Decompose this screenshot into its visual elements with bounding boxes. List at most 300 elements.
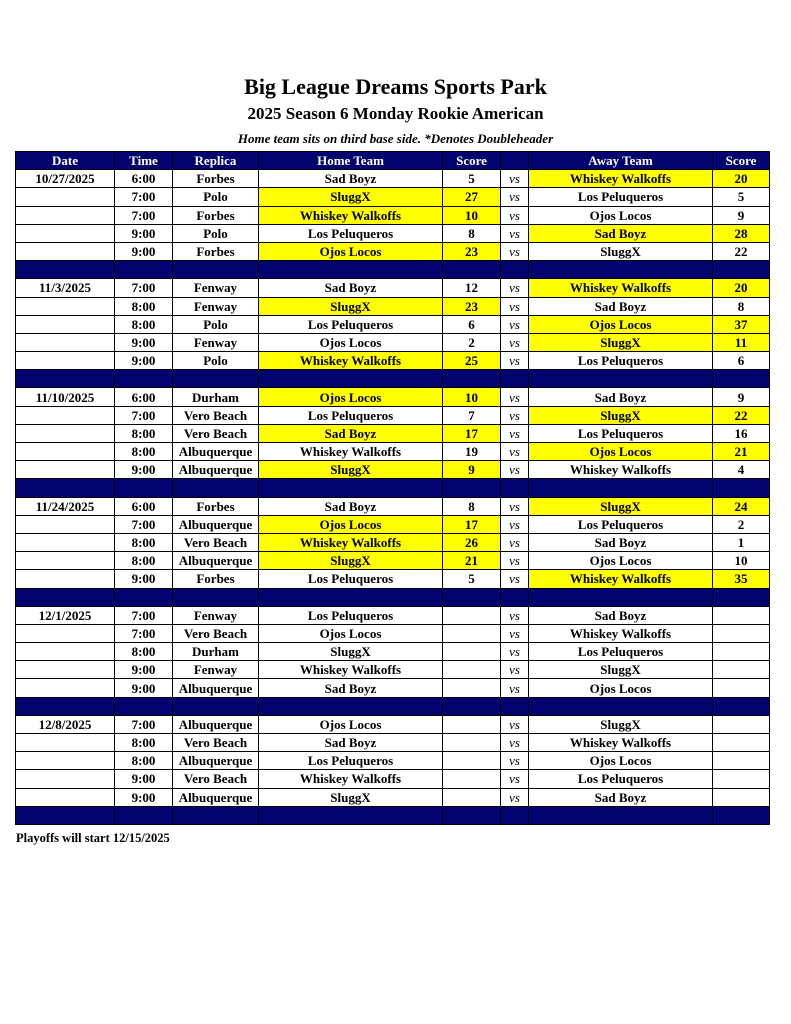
- cell-date: [16, 461, 115, 479]
- column-header-date: Date: [16, 152, 115, 170]
- cell-replica: Forbes: [173, 206, 259, 224]
- cell-date: [16, 643, 115, 661]
- cell-replica: Durham: [173, 388, 259, 406]
- cell-home-team: Whiskey Walkoffs: [259, 352, 443, 370]
- week-separator: [16, 479, 770, 497]
- cell-away-score: 20: [713, 279, 770, 297]
- cell-home-score: 8: [443, 497, 501, 515]
- separator-cell: [713, 479, 770, 497]
- separator-cell: [529, 261, 713, 279]
- separator-cell: [529, 806, 713, 824]
- cell-date: [16, 752, 115, 770]
- cell-vs: vs: [501, 515, 529, 533]
- cell-time: 8:00: [115, 752, 173, 770]
- cell-home-team: SluggX: [259, 188, 443, 206]
- separator-cell: [173, 697, 259, 715]
- game-row: [16, 661, 770, 679]
- week-separator: [16, 697, 770, 715]
- page-subtitle: 2025 Season 6 Monday Rookie American: [247, 104, 544, 123]
- cell-home-score: 9: [443, 461, 501, 479]
- game-row: [16, 461, 770, 479]
- cell-vs: vs: [501, 734, 529, 752]
- cell-home-team: Sad Boyz: [259, 424, 443, 442]
- cell-date: [16, 224, 115, 242]
- game-row: [16, 533, 770, 551]
- cell-vs: vs: [501, 206, 529, 224]
- separator-cell: [173, 806, 259, 824]
- game-row: [16, 333, 770, 351]
- game-row: [16, 297, 770, 315]
- game-row: [16, 570, 770, 588]
- cell-replica: Vero Beach: [173, 624, 259, 642]
- cell-away-team: Sad Boyz: [529, 297, 713, 315]
- cell-date: [16, 679, 115, 697]
- cell-home-score: [443, 770, 501, 788]
- cell-away-team: Ojos Locos: [529, 315, 713, 333]
- cell-vs: vs: [501, 624, 529, 642]
- cell-home-score: 7: [443, 406, 501, 424]
- separator-cell: [443, 588, 501, 606]
- cell-away-score: 9: [713, 388, 770, 406]
- cell-vs: vs: [501, 170, 529, 188]
- cell-time: 9:00: [115, 461, 173, 479]
- cell-away-score: 10: [713, 552, 770, 570]
- cell-replica: Vero Beach: [173, 734, 259, 752]
- cell-away-score: 6: [713, 352, 770, 370]
- cell-time: 7:00: [115, 188, 173, 206]
- separator-cell: [173, 261, 259, 279]
- cell-away-team: Whiskey Walkoffs: [529, 734, 713, 752]
- game-row: [16, 352, 770, 370]
- cell-home-team: Sad Boyz: [259, 679, 443, 697]
- game-row: [16, 788, 770, 806]
- cell-away-score: [713, 624, 770, 642]
- separator-cell: [173, 588, 259, 606]
- cell-away-team: Los Peluqueros: [529, 352, 713, 370]
- cell-home-score: [443, 734, 501, 752]
- cell-date: 12/8/2025: [16, 715, 115, 733]
- cell-vs: vs: [501, 443, 529, 461]
- cell-date: [16, 333, 115, 351]
- cell-away-score: 24: [713, 497, 770, 515]
- cell-date: [16, 570, 115, 588]
- cell-vs: vs: [501, 461, 529, 479]
- cell-home-team: Whiskey Walkoffs: [259, 206, 443, 224]
- cell-replica: Fenway: [173, 279, 259, 297]
- cell-date: [16, 242, 115, 260]
- cell-time: 8:00: [115, 734, 173, 752]
- separator-cell: [16, 370, 115, 388]
- cell-vs: vs: [501, 570, 529, 588]
- separator-cell: [443, 370, 501, 388]
- cell-away-score: [713, 715, 770, 733]
- cell-date: 11/3/2025: [16, 279, 115, 297]
- cell-vs: vs: [501, 552, 529, 570]
- cell-replica: Polo: [173, 188, 259, 206]
- separator-cell: [713, 370, 770, 388]
- game-row: [16, 734, 770, 752]
- cell-away-score: 28: [713, 224, 770, 242]
- cell-time: 7:00: [115, 206, 173, 224]
- cell-vs: vs: [501, 752, 529, 770]
- playoffs-note: Playoffs will start 12/15/2025: [16, 831, 170, 845]
- game-row: [16, 515, 770, 533]
- cell-vs: vs: [501, 661, 529, 679]
- cell-away-score: 2: [713, 515, 770, 533]
- cell-home-team: Los Peluqueros: [259, 570, 443, 588]
- separator-cell: [501, 588, 529, 606]
- cell-replica: Albuquerque: [173, 788, 259, 806]
- game-row: [16, 224, 770, 242]
- separator-cell: [713, 697, 770, 715]
- cell-date: [16, 297, 115, 315]
- cell-vs: vs: [501, 315, 529, 333]
- cell-away-score: [713, 679, 770, 697]
- cell-time: 7:00: [115, 279, 173, 297]
- cell-away-team: Sad Boyz: [529, 533, 713, 551]
- column-header-time: Time: [115, 152, 173, 170]
- cell-replica: Fenway: [173, 297, 259, 315]
- separator-cell: [259, 806, 443, 824]
- separator-cell: [115, 479, 173, 497]
- cell-vs: vs: [501, 715, 529, 733]
- game-row: [16, 315, 770, 333]
- separator-cell: [173, 370, 259, 388]
- schedule-table: [15, 151, 770, 825]
- cell-away-score: 11: [713, 333, 770, 351]
- cell-away-score: 8: [713, 297, 770, 315]
- cell-home-score: [443, 606, 501, 624]
- cell-replica: Forbes: [173, 497, 259, 515]
- cell-away-score: [713, 788, 770, 806]
- cell-time: 7:00: [115, 515, 173, 533]
- separator-cell: [16, 261, 115, 279]
- cell-home-score: 6: [443, 315, 501, 333]
- cell-home-team: SluggX: [259, 297, 443, 315]
- cell-away-score: 9: [713, 206, 770, 224]
- game-row: [16, 552, 770, 570]
- game-row: [16, 279, 770, 297]
- cell-home-team: Whiskey Walkoffs: [259, 443, 443, 461]
- cell-away-score: 35: [713, 570, 770, 588]
- game-row: [16, 643, 770, 661]
- separator-cell: [115, 261, 173, 279]
- separator-cell: [501, 479, 529, 497]
- cell-away-score: [713, 643, 770, 661]
- separator-cell: [16, 588, 115, 606]
- cell-home-score: 5: [443, 570, 501, 588]
- cell-away-score: 16: [713, 424, 770, 442]
- cell-date: [16, 206, 115, 224]
- cell-time: 8:00: [115, 552, 173, 570]
- game-row: [16, 443, 770, 461]
- cell-away-score: [713, 752, 770, 770]
- cell-vs: vs: [501, 352, 529, 370]
- cell-away-score: 5: [713, 188, 770, 206]
- week-separator: [16, 261, 770, 279]
- cell-replica: Albuquerque: [173, 679, 259, 697]
- cell-home-score: 17: [443, 515, 501, 533]
- cell-vs: vs: [501, 188, 529, 206]
- cell-vs: vs: [501, 679, 529, 697]
- cell-vs: vs: [501, 643, 529, 661]
- cell-away-team: SluggX: [529, 406, 713, 424]
- cell-time: 6:00: [115, 170, 173, 188]
- cell-home-team: SluggX: [259, 552, 443, 570]
- separator-cell: [259, 370, 443, 388]
- cell-home-team: Whiskey Walkoffs: [259, 661, 443, 679]
- game-row: [16, 242, 770, 260]
- column-header-home-score: Score: [443, 152, 501, 170]
- cell-replica: Vero Beach: [173, 533, 259, 551]
- cell-replica: Polo: [173, 352, 259, 370]
- cell-home-score: 19: [443, 443, 501, 461]
- cell-date: [16, 788, 115, 806]
- cell-home-score: 10: [443, 206, 501, 224]
- cell-date: [16, 315, 115, 333]
- column-header-vs: [501, 152, 529, 170]
- game-row: [16, 715, 770, 733]
- separator-cell: [443, 261, 501, 279]
- separator-cell: [173, 479, 259, 497]
- cell-away-score: 20: [713, 170, 770, 188]
- cell-vs: vs: [501, 297, 529, 315]
- cell-date: [16, 770, 115, 788]
- cell-time: 9:00: [115, 661, 173, 679]
- separator-cell: [501, 697, 529, 715]
- cell-time: 9:00: [115, 570, 173, 588]
- cell-away-score: 37: [713, 315, 770, 333]
- cell-home-score: [443, 752, 501, 770]
- schedule-note: Home team sits on third base side. *Denotes Doubleheader: [237, 131, 554, 146]
- cell-date: 11/24/2025: [16, 497, 115, 515]
- column-header-away-team: Away Team: [529, 152, 713, 170]
- separator-cell: [115, 370, 173, 388]
- cell-away-team: Whiskey Walkoffs: [529, 570, 713, 588]
- cell-date: 12/1/2025: [16, 606, 115, 624]
- cell-time: 9:00: [115, 770, 173, 788]
- cell-home-team: SluggX: [259, 643, 443, 661]
- separator-cell: [529, 479, 713, 497]
- cell-home-team: Los Peluqueros: [259, 406, 443, 424]
- cell-replica: Forbes: [173, 570, 259, 588]
- cell-time: 8:00: [115, 297, 173, 315]
- cell-date: [16, 552, 115, 570]
- cell-home-score: 2: [443, 333, 501, 351]
- cell-home-score: 25: [443, 352, 501, 370]
- separator-cell: [529, 588, 713, 606]
- separator-cell: [501, 261, 529, 279]
- separator-cell: [115, 806, 173, 824]
- cell-vs: vs: [501, 333, 529, 351]
- cell-home-score: [443, 715, 501, 733]
- cell-home-score: [443, 643, 501, 661]
- cell-home-team: Whiskey Walkoffs: [259, 533, 443, 551]
- cell-vs: vs: [501, 497, 529, 515]
- cell-home-team: Sad Boyz: [259, 279, 443, 297]
- cell-replica: Forbes: [173, 242, 259, 260]
- column-header-replica: Replica: [173, 152, 259, 170]
- cell-date: [16, 734, 115, 752]
- cell-away-team: Whiskey Walkoffs: [529, 279, 713, 297]
- game-row: [16, 679, 770, 697]
- cell-replica: Fenway: [173, 333, 259, 351]
- separator-cell: [713, 588, 770, 606]
- cell-home-team: Los Peluqueros: [259, 224, 443, 242]
- cell-away-team: Los Peluqueros: [529, 424, 713, 442]
- cell-home-score: [443, 624, 501, 642]
- cell-home-score: [443, 679, 501, 697]
- cell-date: 10/27/2025: [16, 170, 115, 188]
- cell-replica: Albuquerque: [173, 515, 259, 533]
- cell-away-team: Sad Boyz: [529, 388, 713, 406]
- cell-away-score: [713, 770, 770, 788]
- cell-away-team: Los Peluqueros: [529, 770, 713, 788]
- separator-cell: [713, 806, 770, 824]
- separator-cell: [259, 697, 443, 715]
- cell-date: 11/10/2025: [16, 388, 115, 406]
- cell-home-score: 12: [443, 279, 501, 297]
- week-separator: [16, 588, 770, 606]
- game-row: [16, 752, 770, 770]
- cell-home-score: 21: [443, 552, 501, 570]
- cell-away-team: Ojos Locos: [529, 206, 713, 224]
- cell-home-score: 10: [443, 388, 501, 406]
- cell-replica: Durham: [173, 643, 259, 661]
- separator-cell: [16, 806, 115, 824]
- cell-away-team: SluggX: [529, 497, 713, 515]
- cell-date: [16, 406, 115, 424]
- cell-vs: vs: [501, 388, 529, 406]
- header-row: [16, 152, 770, 170]
- cell-time: 9:00: [115, 333, 173, 351]
- cell-away-team: Los Peluqueros: [529, 643, 713, 661]
- game-row: [16, 624, 770, 642]
- cell-date: [16, 624, 115, 642]
- cell-home-team: Sad Boyz: [259, 170, 443, 188]
- cell-away-score: 22: [713, 406, 770, 424]
- cell-home-team: Los Peluqueros: [259, 606, 443, 624]
- week-separator: [16, 370, 770, 388]
- cell-home-team: Ojos Locos: [259, 388, 443, 406]
- cell-date: [16, 533, 115, 551]
- cell-time: 6:00: [115, 388, 173, 406]
- separator-cell: [443, 697, 501, 715]
- separator-cell: [443, 806, 501, 824]
- cell-home-team: Sad Boyz: [259, 734, 443, 752]
- cell-home-team: Ojos Locos: [259, 624, 443, 642]
- cell-home-team: Ojos Locos: [259, 333, 443, 351]
- cell-replica: Albuquerque: [173, 552, 259, 570]
- cell-date: [16, 424, 115, 442]
- separator-cell: [16, 697, 115, 715]
- cell-date: [16, 443, 115, 461]
- column-header-away-score: Score: [713, 152, 770, 170]
- cell-vs: vs: [501, 224, 529, 242]
- cell-date: [16, 515, 115, 533]
- cell-time: 8:00: [115, 533, 173, 551]
- cell-home-team: SluggX: [259, 461, 443, 479]
- separator-cell: [259, 588, 443, 606]
- cell-time: 8:00: [115, 643, 173, 661]
- cell-away-team: SluggX: [529, 242, 713, 260]
- cell-replica: Vero Beach: [173, 770, 259, 788]
- cell-home-team: SluggX: [259, 788, 443, 806]
- cell-home-team: Sad Boyz: [259, 497, 443, 515]
- cell-time: 7:00: [115, 715, 173, 733]
- cell-away-team: SluggX: [529, 661, 713, 679]
- cell-vs: vs: [501, 533, 529, 551]
- cell-time: 7:00: [115, 406, 173, 424]
- cell-vs: vs: [501, 279, 529, 297]
- cell-home-team: Los Peluqueros: [259, 315, 443, 333]
- game-row: [16, 388, 770, 406]
- game-row: [16, 170, 770, 188]
- cell-time: 9:00: [115, 242, 173, 260]
- cell-time: 6:00: [115, 497, 173, 515]
- cell-away-score: [713, 734, 770, 752]
- cell-time: 8:00: [115, 315, 173, 333]
- cell-vs: vs: [501, 242, 529, 260]
- cell-date: [16, 661, 115, 679]
- cell-away-score: 22: [713, 242, 770, 260]
- cell-time: 9:00: [115, 352, 173, 370]
- cell-time: 7:00: [115, 606, 173, 624]
- game-row: [16, 188, 770, 206]
- cell-home-score: 26: [443, 533, 501, 551]
- cell-replica: Albuquerque: [173, 715, 259, 733]
- cell-away-team: Ojos Locos: [529, 443, 713, 461]
- cell-away-team: SluggX: [529, 715, 713, 733]
- cell-away-team: Whiskey Walkoffs: [529, 624, 713, 642]
- cell-away-score: 4: [713, 461, 770, 479]
- cell-replica: Fenway: [173, 661, 259, 679]
- cell-time: 8:00: [115, 443, 173, 461]
- cell-home-score: 23: [443, 297, 501, 315]
- separator-cell: [529, 370, 713, 388]
- cell-replica: Albuquerque: [173, 461, 259, 479]
- cell-home-score: 5: [443, 170, 501, 188]
- cell-away-team: Whiskey Walkoffs: [529, 170, 713, 188]
- game-row: [16, 770, 770, 788]
- page-title: Big League Dreams Sports Park: [244, 74, 547, 99]
- cell-away-team: Sad Boyz: [529, 606, 713, 624]
- cell-away-team: Sad Boyz: [529, 224, 713, 242]
- cell-home-score: 17: [443, 424, 501, 442]
- cell-date: [16, 188, 115, 206]
- cell-away-score: [713, 661, 770, 679]
- column-header-home-team: Home Team: [259, 152, 443, 170]
- cell-vs: vs: [501, 606, 529, 624]
- cell-away-team: Los Peluqueros: [529, 515, 713, 533]
- cell-home-team: Los Peluqueros: [259, 752, 443, 770]
- cell-replica: Fenway: [173, 606, 259, 624]
- separator-cell: [501, 370, 529, 388]
- separator-cell: [529, 697, 713, 715]
- cell-vs: vs: [501, 406, 529, 424]
- cell-replica: Polo: [173, 315, 259, 333]
- game-row: [16, 606, 770, 624]
- cell-away-team: Ojos Locos: [529, 552, 713, 570]
- cell-vs: vs: [501, 788, 529, 806]
- cell-away-team: SluggX: [529, 333, 713, 351]
- separator-cell: [16, 479, 115, 497]
- cell-time: 9:00: [115, 224, 173, 242]
- week-separator: [16, 806, 770, 824]
- cell-home-score: 27: [443, 188, 501, 206]
- cell-date: [16, 352, 115, 370]
- cell-home-score: [443, 661, 501, 679]
